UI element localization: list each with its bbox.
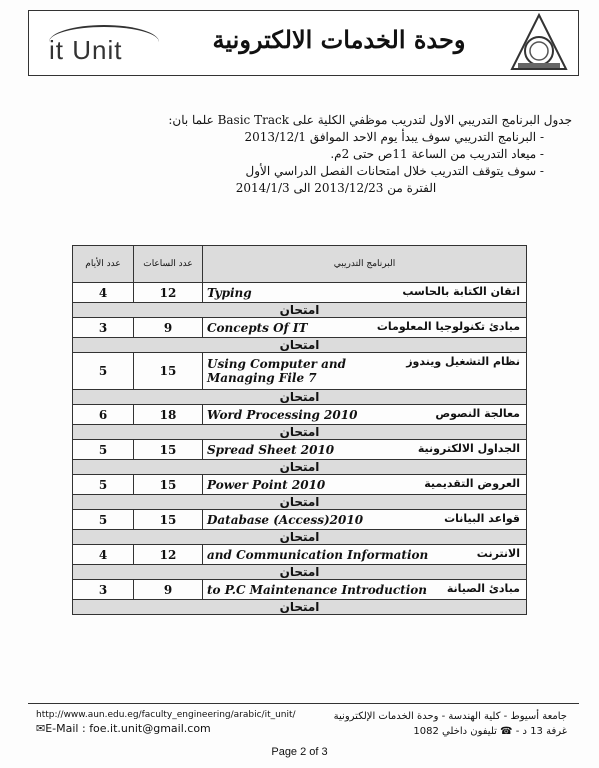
exam-label: امتحان — [73, 303, 527, 318]
cell-program — [203, 353, 527, 390]
cell-hours: 15 — [134, 353, 203, 390]
email-address[interactable]: foe.it.unit@gmail.com — [89, 722, 211, 735]
footer-divider — [28, 703, 579, 704]
cell-hours: 9 — [134, 318, 203, 338]
phone-text: تليفون داخلي 1082 — [413, 726, 497, 737]
program-en: Power Point 2010 — [207, 477, 326, 492]
cell-days: 5 — [73, 510, 134, 530]
header-days: عدد الأيام — [73, 246, 134, 283]
exam-label: امتحان — [73, 460, 527, 475]
header-program: البرنامج التدريبي — [203, 246, 527, 283]
program-en: Typing — [207, 285, 252, 300]
intro-line: جدول البرنامج التدريبي الاول لتدريب موظفي الكلية على Basic Track علما بان: — [168, 113, 572, 127]
cell-hours: 9 — [134, 580, 203, 600]
program-en: Concepts Of IT — [207, 320, 308, 335]
exam-row — [73, 600, 527, 615]
email-label: E-Mail : — [45, 722, 86, 735]
program-ar: معالجة النصوص — [435, 407, 520, 420]
cell-hours: 18 — [134, 405, 203, 425]
program-en: Using Computer and Managing File 7 — [207, 357, 347, 385]
cell-program — [203, 440, 527, 460]
exam-row — [73, 425, 527, 440]
page-number: Page 2 of 3 — [271, 746, 328, 758]
footer-email-line — [36, 722, 296, 735]
room-phone-line — [334, 724, 567, 739]
exam-label: امتحان — [73, 425, 527, 440]
phone-icon: ☎ — [500, 726, 513, 737]
cell-days: 4 — [73, 545, 134, 565]
cell-program — [203, 510, 527, 530]
table-row — [73, 283, 527, 303]
exam-label: امتحان — [73, 495, 527, 510]
footer-address — [334, 709, 567, 739]
intro-line: - البرنامج التدريبي سوف يبدأ يوم الاحد الموافق 2013/12/1 — [244, 130, 544, 144]
cell-days: 3 — [73, 580, 134, 600]
address-line: جامعة أسيوط - كلية الهندسة - وحدة الخدمات الإلكترونية — [333, 711, 567, 722]
cell-days: 6 — [73, 405, 134, 425]
exam-row — [73, 460, 527, 475]
cell-days: 3 — [73, 318, 134, 338]
program-ar: اتقان الكتابة بالحاسب — [402, 285, 520, 298]
program-en: Word Processing 2010 — [207, 407, 358, 422]
exam-label: امتحان — [73, 600, 527, 615]
footer-contact — [36, 709, 296, 735]
footer-url[interactable]: http://www.aun.edu.eg/faculty_engineering/arabic/it_unit/ — [36, 710, 296, 720]
cell-program — [203, 283, 527, 303]
program-ar: العروض التقديمية — [424, 477, 520, 490]
exam-row — [73, 530, 527, 545]
cell-days: 5 — [73, 353, 134, 390]
program-ar: قواعد البيانات — [444, 512, 520, 525]
page-title: وحدة الخدمات الالكترونية — [212, 25, 466, 54]
envelope-icon: ✉ — [36, 722, 46, 735]
table-row — [73, 475, 527, 495]
table-header-row — [73, 246, 527, 283]
intro-text — [60, 112, 572, 197]
cell-hours: 15 — [134, 440, 203, 460]
table-row — [73, 405, 527, 425]
cell-hours: 12 — [134, 283, 203, 303]
exam-label: امتحان — [73, 390, 527, 405]
cell-program — [203, 318, 527, 338]
exam-row — [73, 303, 527, 318]
table-row — [73, 353, 527, 390]
program-en: Database (Access)2010 — [207, 512, 364, 527]
cell-days: 5 — [73, 475, 134, 495]
program-ar: مبادئ الصيانة — [446, 582, 520, 595]
exam-label: امتحان — [73, 565, 527, 580]
it-unit-logo — [43, 25, 163, 65]
exam-row — [73, 565, 527, 580]
cell-hours: 15 — [134, 475, 203, 495]
cell-days: 4 — [73, 283, 134, 303]
intro-line: الفترة من 2013/12/23 الى 2014/1/3 — [235, 181, 437, 195]
letterhead — [28, 10, 579, 76]
program-en: to P.C Maintenance Introduction — [207, 582, 427, 597]
exam-label: امتحان — [73, 338, 527, 353]
cell-program — [203, 475, 527, 495]
schedule-table — [72, 245, 527, 615]
cell-days: 5 — [73, 440, 134, 460]
table-row — [73, 580, 527, 600]
cell-program — [203, 580, 527, 600]
cell-hours: 15 — [134, 510, 203, 530]
table-row — [73, 440, 527, 460]
exam-row — [73, 390, 527, 405]
program-ar: مبادئ تكنولوجيا المعلومات — [376, 320, 520, 333]
logo-text: it Unit — [49, 35, 123, 65]
faculty-emblem-icon — [510, 13, 568, 73]
cell-hours: 12 — [134, 545, 203, 565]
header-hours: عدد الساعات — [134, 246, 203, 283]
program-en: Spread Sheet 2010 — [207, 442, 335, 457]
exam-row — [73, 338, 527, 353]
table-row — [73, 545, 527, 565]
program-ar: الانترنت — [476, 547, 520, 560]
exam-label: امتحان — [73, 530, 527, 545]
cell-program — [203, 545, 527, 565]
table-row — [73, 510, 527, 530]
program-en: and Communication Information — [207, 547, 429, 562]
intro-line: - سوف يتوقف التدريب خلال امتحانات الفصل الدراسي الأول — [245, 164, 544, 178]
room-text: غرفة 13 د - — [515, 726, 567, 737]
exam-row — [73, 495, 527, 510]
cell-program — [203, 405, 527, 425]
intro-line: - ميعاد التدريب من الساعة 11ص حتى 2م. — [330, 147, 544, 161]
program-ar: نظام التشغيل ويندوز — [406, 355, 520, 368]
table-row — [73, 318, 527, 338]
program-ar: الجداول الالكترونية — [417, 442, 520, 455]
